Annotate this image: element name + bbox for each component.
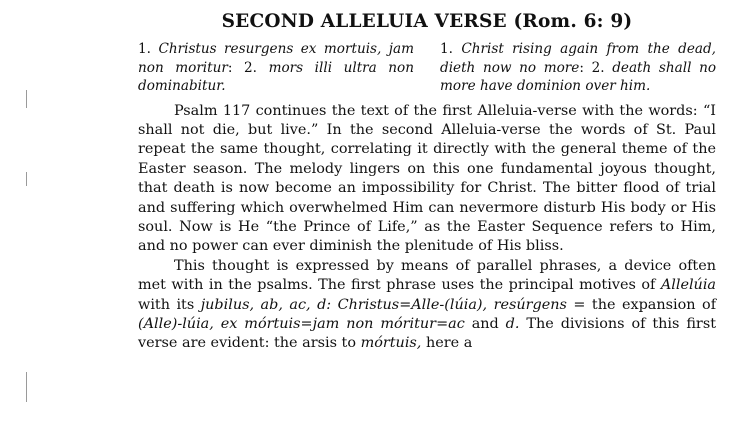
italic-run: ac bbox=[448, 315, 465, 332]
verse-number: 1. bbox=[440, 41, 453, 57]
italic-run: Allelúia bbox=[660, 277, 717, 294]
paragraph-2 bbox=[138, 257, 716, 354]
verse-separator: : bbox=[579, 59, 584, 76]
section-title: SECOND ALLELUIA VERSE (Rom. 6: 9) bbox=[221, 11, 633, 32]
document-page bbox=[138, 10, 716, 354]
text-run: with its bbox=[138, 296, 195, 313]
text-run: = the expansion of bbox=[573, 296, 717, 313]
text-run: This thought is expressed by means of parallel phrases, a device often met with in the psalms. The first phrase uses the principal motives of bbox=[138, 257, 716, 294]
latin-verse-part-2: mors illi ultra non dominabitur. bbox=[138, 59, 414, 94]
italic-run: Alle-(lúia), resúrgens bbox=[411, 296, 567, 313]
verse-columns bbox=[138, 40, 716, 96]
verse-number: 2. bbox=[591, 59, 605, 76]
italic-run: jubilus, ab, ac, d: Christus bbox=[200, 296, 400, 313]
italic-run: jam non móritur bbox=[312, 315, 437, 332]
text-run: = bbox=[399, 296, 412, 313]
margin-mark bbox=[26, 90, 27, 108]
verse-number: 2. bbox=[244, 59, 258, 76]
italic-run: mórtuis, bbox=[360, 335, 422, 352]
paragraph-1: Psalm 117 continues the text of the first Alleluia-verse with the words: “I shall not die, but live.” In the second Alleluia-verse the words of St. Paul repeat the same thought, correlating it directly with the general theme of the Easter season. The melody lingers on this one fundamental joyous thought, that death is now become an impossibility for Christ. The bitter flood of trial and suffering which overwhelmed Him can nevermore disturb His body or His soul. Now is He “the Prince of Life,” as the Easter Sequence refers to Him, and no power can ever diminish the plenitude of His bliss. bbox=[138, 102, 716, 255]
text-run: here a bbox=[425, 335, 473, 352]
italic-run: (Alle)-lúia, ex mórtuis bbox=[138, 315, 301, 332]
english-verse-part-1: Christ rising again from the dead, dieth now no more bbox=[440, 41, 716, 76]
text-run: = bbox=[300, 315, 313, 332]
text-run: The divisions of this first verse are evident: the arsis to bbox=[138, 315, 716, 352]
margin-mark bbox=[26, 372, 27, 402]
latin-verse-part-1: Christus resurgens ex mortuis, jam non moritur bbox=[138, 41, 414, 76]
verse-separator: : bbox=[227, 59, 233, 76]
text-run: and bbox=[471, 315, 499, 332]
italic-run: d. bbox=[505, 315, 520, 332]
english-verse-part-2: death shall no more have dominion over him. bbox=[440, 59, 717, 94]
margin-mark bbox=[26, 172, 27, 186]
latin-verse bbox=[138, 40, 414, 96]
verse-number: 1. bbox=[138, 41, 151, 57]
text-run: = bbox=[436, 315, 449, 332]
english-verse bbox=[440, 40, 716, 96]
